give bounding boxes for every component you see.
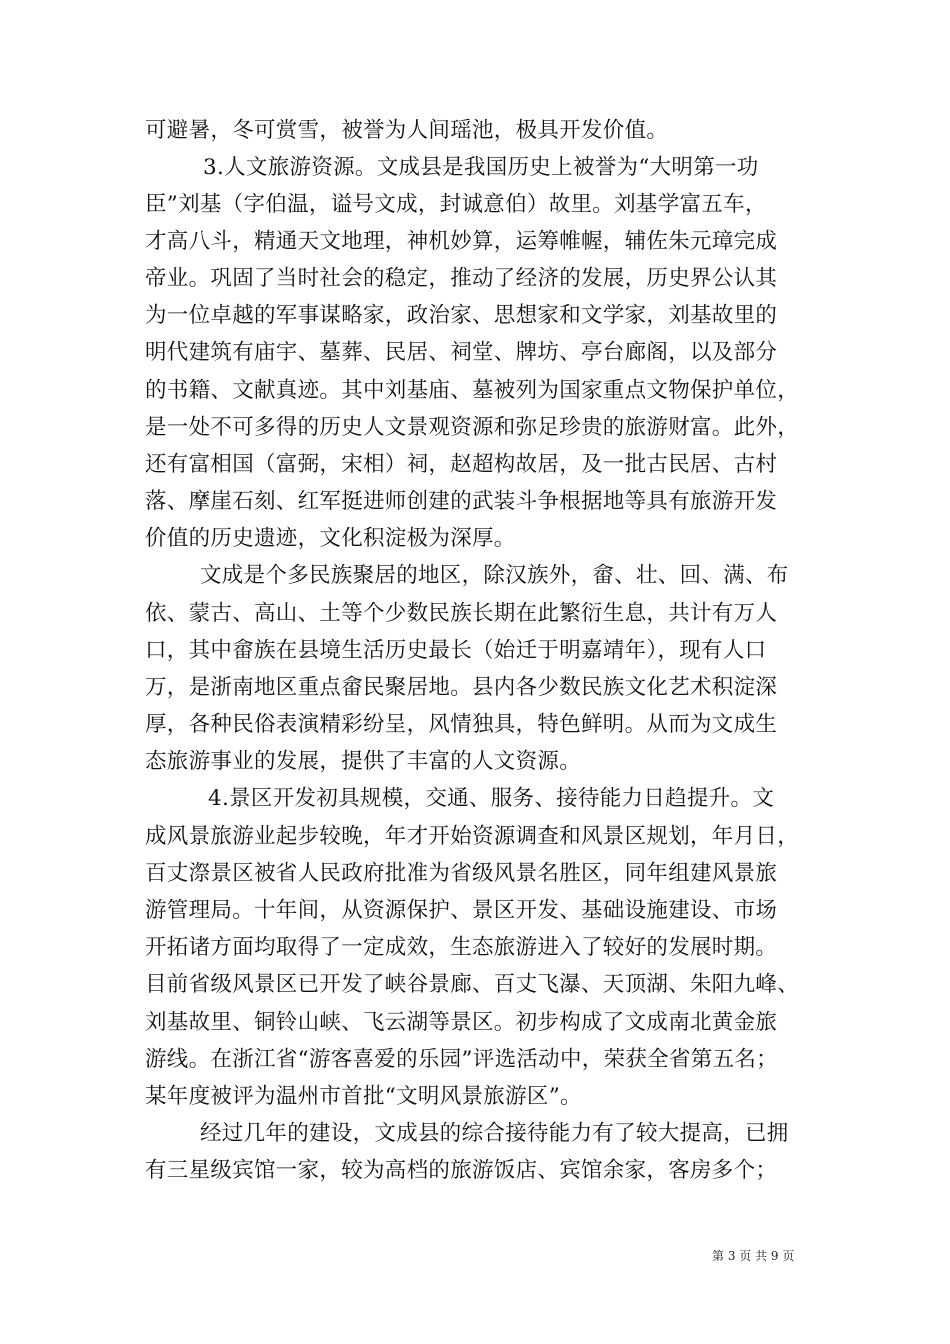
- text-line: 态旅游事业的发展，提供了丰富的人文资源。: [145, 749, 582, 774]
- text-line: 可避暑，冬可赏雪，被誉为人间瑶池，极具开发价值。: [145, 118, 669, 143]
- text-line: 还有富相国（富弼，宋相）祠，赵超构故居，及一批古民居、古村: [145, 452, 778, 477]
- text-line: 口，其中畲族在县境生活历史最长（始迁于明嘉靖年），现有人口: [145, 638, 767, 663]
- text-line: 帝业。巩固了当时社会的稳定，推动了经济的发展，历史界公认其: [145, 266, 778, 291]
- text-line: 是一处不可多得的历史人文景观资源和弥足珍贵的旅游财富。此外，: [145, 415, 800, 440]
- text-line: 某年度被评为温州市首批“文明风景旅游区”。: [145, 1084, 582, 1109]
- text-line: 价值的历史遗迹，文化积淀极为深厚。: [145, 526, 516, 551]
- text-line: 有三星级宾馆一家，较为高档的旅游饭店、宾馆余家，客房多个；: [145, 1158, 778, 1183]
- text-line: 游线。在浙江省“游客喜爱的乐园”评选活动中，荣获全省第五名；: [145, 1047, 778, 1072]
- text-line: 万，是浙南地区重点畲民聚居地。县内各少数民族文化艺术积淀深: [145, 675, 778, 700]
- page-number: 第 3 页 共 9 页: [712, 1249, 795, 1263]
- text-line: 游管理局。十年间，从资源保护、景区开发、基础设施建设、市场: [145, 898, 778, 923]
- text-line: 落、摩崖石刻、红军挺进师创建的武装斗争根据地等具有旅游开发: [145, 489, 778, 514]
- text-line: 才高八斗，精通天文地理，神机妙算，运筹帷幄，辅佐朱元璋完成: [145, 229, 778, 254]
- text-line: 的书籍、文献真迹。其中刘基庙、墓被列为国家重点文物保护单位，: [145, 378, 800, 403]
- text-line: 4.景区开发初具规模，交通、服务、接待能力日趋提升。文: [208, 786, 775, 811]
- text-line: 为一位卓越的军事谋略家，政治家、思想家和文学家，刘基故里的: [145, 303, 778, 328]
- text-line: 经过几年的建设，文成县的综合接待能力有了较大提高，已拥: [200, 1121, 789, 1146]
- text-line: 开拓诸方面均取得了一定成效，生态旅游进入了较好的发展时期。: [145, 935, 778, 960]
- text-line: 臣”刘基（字伯温，谥号文成，封诚意伯）故里。刘基学富五车，: [145, 192, 767, 217]
- text-line: 刘基故里、铜铃山峡、飞云湖等景区。初步构成了文成南北黄金旅: [145, 1010, 778, 1035]
- text-line: 明代建筑有庙宇、墓葬、民居、祠堂、牌坊、亭台廊阁，以及部分: [145, 340, 778, 365]
- text-line: 成风景旅游业起步较晚，年才开始资源调查和风景区规划，年月日，: [145, 824, 800, 849]
- text-line: 目前省级风景区已开发了峡谷景廊、百丈飞瀑、天顶湖、朱阳九峰、: [145, 972, 800, 997]
- text-line: 文成是个多民族聚居的地区，除汉族外，畲、壮、回、满、布: [200, 563, 789, 588]
- text-line: 厚，各种民俗表演精彩纷呈，风情独具，特色鲜明。从而为文成生: [145, 712, 778, 737]
- text-line: 3.人文旅游资源。文成县是我国历史上被誉为“大明第一功: [203, 155, 759, 180]
- text-line: 百丈漈景区被省人民政府批准为省级风景名胜区，同年组建风景旅: [145, 861, 778, 886]
- text-line: 依、蒙古、高山、土等个少数民族长期在此繁衍生息，共计有万人: [145, 601, 778, 626]
